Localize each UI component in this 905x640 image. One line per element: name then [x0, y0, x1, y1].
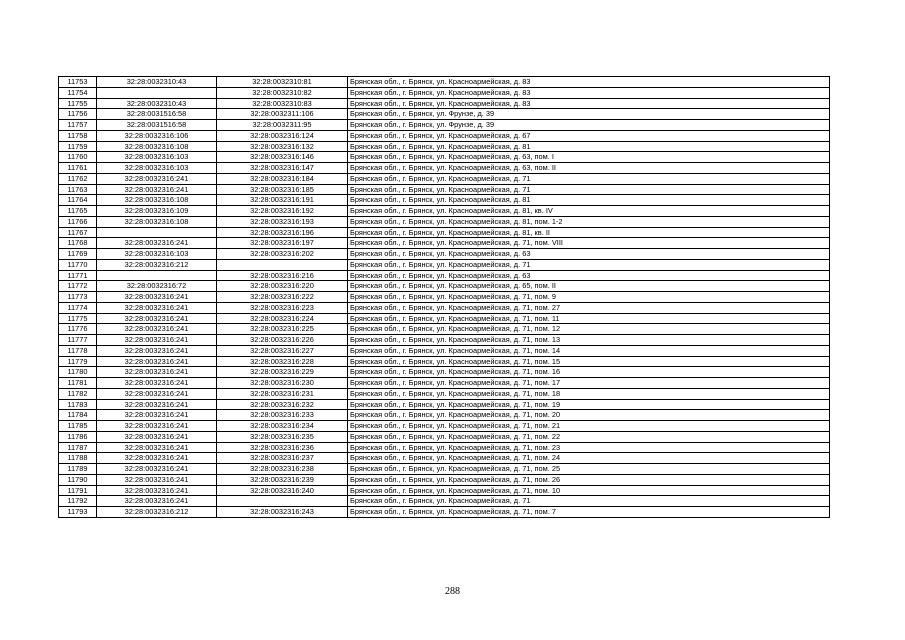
cadastral-number-cell: 32:28:0032316:229 — [217, 367, 348, 378]
address-cell: Брянская обл., г. Брянск, ул. Красноармейская, д. 71, пом. 14 — [348, 345, 830, 356]
parent-cadastral-number-cell: 32:28:0032316:241 — [97, 313, 217, 324]
table-row — [59, 270, 830, 281]
table-row — [59, 249, 830, 260]
address-cell: Брянская обл., г. Брянск, ул. Красноармейская, д. 71, пом. 25 — [348, 464, 830, 475]
table-row — [59, 421, 830, 432]
row-number-cell: 11761 — [59, 163, 97, 174]
parent-cadastral-number-cell: 32:28:0032316:103 — [97, 152, 217, 163]
cadastral-number-cell: 32:28:0032310:82 — [217, 87, 348, 98]
table-row — [59, 378, 830, 389]
row-number-cell: 11773 — [59, 292, 97, 303]
cadastral-number-cell: 32:28:0032311:95 — [217, 120, 348, 131]
table-row — [59, 173, 830, 184]
address-cell: Брянская обл., г. Брянск, ул. Красноармейская, д. 83 — [348, 98, 830, 109]
parent-cadastral-number-cell: 32:28:0031516:58 — [97, 120, 217, 131]
parent-cadastral-number-cell: 32:28:0032316:241 — [97, 345, 217, 356]
cadastral-number-cell: 32:28:0032316:185 — [217, 184, 348, 195]
row-number-cell: 11760 — [59, 152, 97, 163]
row-number-cell: 11778 — [59, 345, 97, 356]
cadastral-number-cell: 32:28:0032316:197 — [217, 238, 348, 249]
parent-cadastral-number-cell: 32:28:0032316:241 — [97, 388, 217, 399]
cadastral-number-cell: 32:28:0032316:224 — [217, 313, 348, 324]
row-number-cell: 11786 — [59, 431, 97, 442]
cadastral-number-cell: 32:28:0032316:192 — [217, 206, 348, 217]
parent-cadastral-number-cell: 32:28:0032316:241 — [97, 173, 217, 184]
cadastral-number-cell: 32:28:0032310:81 — [217, 77, 348, 88]
address-cell: Брянская обл., г. Брянск, ул. Красноармейская, д. 71, пом. 15 — [348, 356, 830, 367]
parent-cadastral-number-cell — [97, 270, 217, 281]
parent-cadastral-number-cell: 32:28:0032316:212 — [97, 507, 217, 518]
cadastral-number-cell: 32:28:0032316:216 — [217, 270, 348, 281]
address-cell: Брянская обл., г. Брянск, ул. Красноармейская, д. 71, пом. 23 — [348, 442, 830, 453]
cadastral-number-cell: 32:28:0032316:196 — [217, 227, 348, 238]
address-cell: Брянская обл., г. Брянск, ул. Красноармейская, д. 81 — [348, 195, 830, 206]
row-number-cell: 11779 — [59, 356, 97, 367]
address-cell: Брянская обл., г. Брянск, ул. Красноармейская, д. 81 — [348, 141, 830, 152]
row-number-cell: 11764 — [59, 195, 97, 206]
address-cell: Брянская обл., г. Брянск, ул. Красноармейская, д. 83 — [348, 77, 830, 88]
address-cell: Брянская обл., г. Брянск, ул. Красноармейская, д. 67 — [348, 130, 830, 141]
row-number-cell: 11765 — [59, 206, 97, 217]
table-row — [59, 356, 830, 367]
row-number-cell: 11780 — [59, 367, 97, 378]
address-cell: Брянская обл., г. Брянск, ул. Красноармейская, д. 71, пом. 18 — [348, 388, 830, 399]
table-row — [59, 281, 830, 292]
row-number-cell: 11788 — [59, 453, 97, 464]
cadastral-number-cell: 32:28:0032316:226 — [217, 335, 348, 346]
row-number-cell: 11769 — [59, 249, 97, 260]
table-row — [59, 324, 830, 335]
table-row — [59, 464, 830, 475]
address-cell: Брянская обл., г. Брянск, ул. Красноармейская, д. 63, пом. I — [348, 152, 830, 163]
table-row — [59, 184, 830, 195]
address-cell: Брянская обл., г. Брянск, ул. Красноармейская, д. 71 — [348, 259, 830, 270]
table-row — [59, 496, 830, 507]
address-cell: Брянская обл., г. Брянск, ул. Красноармейская, д. 63 — [348, 270, 830, 281]
parent-cadastral-number-cell: 32:28:0032316:241 — [97, 431, 217, 442]
cadastral-number-cell: 32:28:0032316:233 — [217, 410, 348, 421]
parent-cadastral-number-cell: 32:28:0032316:108 — [97, 216, 217, 227]
table-row — [59, 152, 830, 163]
table-row — [59, 485, 830, 496]
parent-cadastral-number-cell: 32:28:0031516:58 — [97, 109, 217, 120]
row-number-cell: 11791 — [59, 485, 97, 496]
row-number-cell: 11762 — [59, 173, 97, 184]
parent-cadastral-number-cell: 32:28:0032316:106 — [97, 130, 217, 141]
cadastral-number-cell: 32:28:0032316:240 — [217, 485, 348, 496]
address-cell: Брянская обл., г. Брянск, ул. Красноармейская, д. 71, пом. 10 — [348, 485, 830, 496]
table-row — [59, 216, 830, 227]
row-number-cell: 11790 — [59, 474, 97, 485]
cadastral-number-cell: 32:28:0032310:83 — [217, 98, 348, 109]
table-row — [59, 302, 830, 313]
row-number-cell: 11757 — [59, 120, 97, 131]
cadastral-number-cell: 32:28:0032316:231 — [217, 388, 348, 399]
cadastral-number-cell: 32:28:0032316:235 — [217, 431, 348, 442]
table-row — [59, 238, 830, 249]
cadastral-number-cell: 32:28:0032316:228 — [217, 356, 348, 367]
cadastral-number-cell: 32:28:0032316:236 — [217, 442, 348, 453]
property-register-table — [58, 76, 830, 518]
row-number-cell: 11771 — [59, 270, 97, 281]
parent-cadastral-number-cell: 32:28:0032316:108 — [97, 195, 217, 206]
table-row — [59, 292, 830, 303]
cadastral-number-cell: 32:28:0032316:243 — [217, 507, 348, 518]
table-row — [59, 410, 830, 421]
table-row — [59, 399, 830, 410]
table-row — [59, 345, 830, 356]
parent-cadastral-number-cell: 32:28:0032316:241 — [97, 292, 217, 303]
parent-cadastral-number-cell: 32:28:0032316:109 — [97, 206, 217, 217]
table-row — [59, 367, 830, 378]
cadastral-number-cell: 32:28:0032316:225 — [217, 324, 348, 335]
table-row — [59, 98, 830, 109]
address-cell: Брянская обл., г. Брянск, ул. Красноармейская, д. 71, пом. 13 — [348, 335, 830, 346]
row-number-cell: 11768 — [59, 238, 97, 249]
parent-cadastral-number-cell — [97, 87, 217, 98]
cadastral-number-cell: 32:28:0032316:223 — [217, 302, 348, 313]
table-row — [59, 77, 830, 88]
address-cell: Брянская обл., г. Брянск, ул. Красноармейская, д. 81, кв. II — [348, 227, 830, 238]
parent-cadastral-number-cell: 32:28:0032310:43 — [97, 77, 217, 88]
cadastral-number-cell: 32:28:0032316:220 — [217, 281, 348, 292]
row-number-cell: 11755 — [59, 98, 97, 109]
parent-cadastral-number-cell: 32:28:0032316:103 — [97, 163, 217, 174]
address-cell: Брянская обл., г. Брянск, ул. Красноармейская, д. 71, пом. 12 — [348, 324, 830, 335]
address-cell: Брянская обл., г. Брянск, ул. Фрунзе, д. 39 — [348, 109, 830, 120]
parent-cadastral-number-cell: 32:28:0032316:241 — [97, 496, 217, 507]
parent-cadastral-number-cell: 32:28:0032316:241 — [97, 485, 217, 496]
cadastral-number-cell: 32:28:0032311:106 — [217, 109, 348, 120]
row-number-cell: 11777 — [59, 335, 97, 346]
row-number-cell: 11781 — [59, 378, 97, 389]
row-number-cell: 11770 — [59, 259, 97, 270]
address-cell: Брянская обл., г. Брянск, ул. Красноармейская, д. 71, пом. 24 — [348, 453, 830, 464]
cadastral-number-cell: 32:28:0032316:237 — [217, 453, 348, 464]
cadastral-number-cell: 32:28:0032316:238 — [217, 464, 348, 475]
row-number-cell: 11772 — [59, 281, 97, 292]
table-row — [59, 507, 830, 518]
address-cell: Брянская обл., г. Брянск, ул. Красноармейская, д. 71 — [348, 184, 830, 195]
cadastral-number-cell: 32:28:0032316:146 — [217, 152, 348, 163]
parent-cadastral-number-cell: 32:28:0032310:43 — [97, 98, 217, 109]
row-number-cell: 11766 — [59, 216, 97, 227]
address-cell: Брянская обл., г. Брянск, ул. Красноармейская, д. 81, кв. IV — [348, 206, 830, 217]
parent-cadastral-number-cell — [97, 227, 217, 238]
parent-cadastral-number-cell: 32:28:0032316:241 — [97, 453, 217, 464]
address-cell: Брянская обл., г. Брянск, ул. Фрунзе, д. 39 — [348, 120, 830, 131]
address-cell: Брянская обл., г. Брянск, ул. Красноармейская, д. 71, пом. 26 — [348, 474, 830, 485]
row-number-cell: 11787 — [59, 442, 97, 453]
row-number-cell: 11793 — [59, 507, 97, 518]
parent-cadastral-number-cell: 32:28:0032316:241 — [97, 367, 217, 378]
address-cell: Брянская обл., г. Брянск, ул. Красноармейская, д. 71, пом. 9 — [348, 292, 830, 303]
parent-cadastral-number-cell: 32:28:0032316:241 — [97, 399, 217, 410]
table-row — [59, 227, 830, 238]
row-number-cell: 11783 — [59, 399, 97, 410]
table-row — [59, 259, 830, 270]
cadastral-number-cell: 32:28:0032316:124 — [217, 130, 348, 141]
address-cell: Брянская обл., г. Брянск, ул. Красноармейская, д. 71, пом. 7 — [348, 507, 830, 518]
row-number-cell: 11784 — [59, 410, 97, 421]
parent-cadastral-number-cell: 32:28:0032316:241 — [97, 442, 217, 453]
row-number-cell: 11763 — [59, 184, 97, 195]
address-cell: Брянская обл., г. Брянск, ул. Красноармейская, д. 71, пом. VIII — [348, 238, 830, 249]
cadastral-number-cell: 32:28:0032316:191 — [217, 195, 348, 206]
cadastral-number-cell: 32:28:0032316:230 — [217, 378, 348, 389]
table-row — [59, 431, 830, 442]
table-body — [59, 77, 830, 518]
row-number-cell: 11789 — [59, 464, 97, 475]
row-number-cell: 11792 — [59, 496, 97, 507]
address-cell: Брянская обл., г. Брянск, ул. Красноармейская, д. 63 — [348, 249, 830, 260]
table-row — [59, 388, 830, 399]
page-number: 288 — [445, 586, 460, 597]
row-number-cell: 11754 — [59, 87, 97, 98]
table-row — [59, 474, 830, 485]
cadastral-number-cell: 32:28:0032316:234 — [217, 421, 348, 432]
table-row — [59, 141, 830, 152]
parent-cadastral-number-cell: 32:28:0032316:241 — [97, 184, 217, 195]
cadastral-number-cell: 32:28:0032316:202 — [217, 249, 348, 260]
address-cell: Брянская обл., г. Брянск, ул. Красноармейская, д. 71, пом. 19 — [348, 399, 830, 410]
table-row — [59, 453, 830, 464]
row-number-cell: 11753 — [59, 77, 97, 88]
parent-cadastral-number-cell: 32:28:0032316:241 — [97, 238, 217, 249]
address-cell: Брянская обл., г. Брянск, ул. Красноармейская, д. 63, пом. II — [348, 163, 830, 174]
address-cell: Брянская обл., г. Брянск, ул. Красноармейская, д. 71, пом. 20 — [348, 410, 830, 421]
row-number-cell: 11775 — [59, 313, 97, 324]
address-cell: Брянская обл., г. Брянск, ул. Красноармейская, д. 71, пом. 22 — [348, 431, 830, 442]
cadastral-number-cell: 32:28:0032316:232 — [217, 399, 348, 410]
table-row — [59, 335, 830, 346]
cadastral-number-cell: 32:28:0032316:147 — [217, 163, 348, 174]
address-cell: Брянская обл., г. Брянск, ул. Красноармейская, д. 81, пом. 1-2 — [348, 216, 830, 227]
cadastral-number-cell: 32:28:0032316:227 — [217, 345, 348, 356]
parent-cadastral-number-cell: 32:28:0032316:108 — [97, 141, 217, 152]
table-row — [59, 206, 830, 217]
parent-cadastral-number-cell: 32:28:0032316:72 — [97, 281, 217, 292]
row-number-cell: 11776 — [59, 324, 97, 335]
cadastral-number-cell: 32:28:0032316:184 — [217, 173, 348, 184]
table-row — [59, 130, 830, 141]
parent-cadastral-number-cell: 32:28:0032316:241 — [97, 356, 217, 367]
table-row — [59, 442, 830, 453]
cadastral-number-cell: 32:28:0032316:132 — [217, 141, 348, 152]
row-number-cell: 11756 — [59, 109, 97, 120]
parent-cadastral-number-cell: 32:28:0032316:241 — [97, 410, 217, 421]
address-cell: Брянская обл., г. Брянск, ул. Красноармейская, д. 71, пом. 21 — [348, 421, 830, 432]
table-row — [59, 109, 830, 120]
parent-cadastral-number-cell: 32:28:0032316:241 — [97, 324, 217, 335]
cadastral-number-cell: 32:28:0032316:239 — [217, 474, 348, 485]
table-row — [59, 195, 830, 206]
parent-cadastral-number-cell: 32:28:0032316:212 — [97, 259, 217, 270]
row-number-cell: 11759 — [59, 141, 97, 152]
table-row — [59, 313, 830, 324]
address-cell: Брянская обл., г. Брянск, ул. Красноармейская, д. 71, пом. 17 — [348, 378, 830, 389]
row-number-cell: 11782 — [59, 388, 97, 399]
cadastral-number-cell — [217, 259, 348, 270]
parent-cadastral-number-cell: 32:28:0032316:241 — [97, 474, 217, 485]
address-cell: Брянская обл., г. Брянск, ул. Красноармейская, д. 71, пом. 27 — [348, 302, 830, 313]
table-row — [59, 120, 830, 131]
parent-cadastral-number-cell: 32:28:0032316:103 — [97, 249, 217, 260]
table-row — [59, 163, 830, 174]
row-number-cell: 11774 — [59, 302, 97, 313]
parent-cadastral-number-cell: 32:28:0032316:241 — [97, 302, 217, 313]
parent-cadastral-number-cell: 32:28:0032316:241 — [97, 378, 217, 389]
table-row — [59, 87, 830, 98]
parent-cadastral-number-cell: 32:28:0032316:241 — [97, 335, 217, 346]
address-cell: Брянская обл., г. Брянск, ул. Красноармейская, д. 71, пом. 16 — [348, 367, 830, 378]
cadastral-number-cell — [217, 496, 348, 507]
address-cell: Брянская обл., г. Брянск, ул. Красноармейская, д. 71, пом. 11 — [348, 313, 830, 324]
row-number-cell: 11767 — [59, 227, 97, 238]
cadastral-number-cell: 32:28:0032316:193 — [217, 216, 348, 227]
parent-cadastral-number-cell: 32:28:0032316:241 — [97, 421, 217, 432]
parent-cadastral-number-cell: 32:28:0032316:241 — [97, 464, 217, 475]
cadastral-number-cell: 32:28:0032316:222 — [217, 292, 348, 303]
address-cell: Брянская обл., г. Брянск, ул. Красноармейская, д. 65, пом. II — [348, 281, 830, 292]
row-number-cell: 11785 — [59, 421, 97, 432]
address-cell: Брянская обл., г. Брянск, ул. Красноармейская, д. 71 — [348, 496, 830, 507]
row-number-cell: 11758 — [59, 130, 97, 141]
address-cell: Брянская обл., г. Брянск, ул. Красноармейская, д. 83 — [348, 87, 830, 98]
address-cell: Брянская обл., г. Брянск, ул. Красноармейская, д. 71 — [348, 173, 830, 184]
